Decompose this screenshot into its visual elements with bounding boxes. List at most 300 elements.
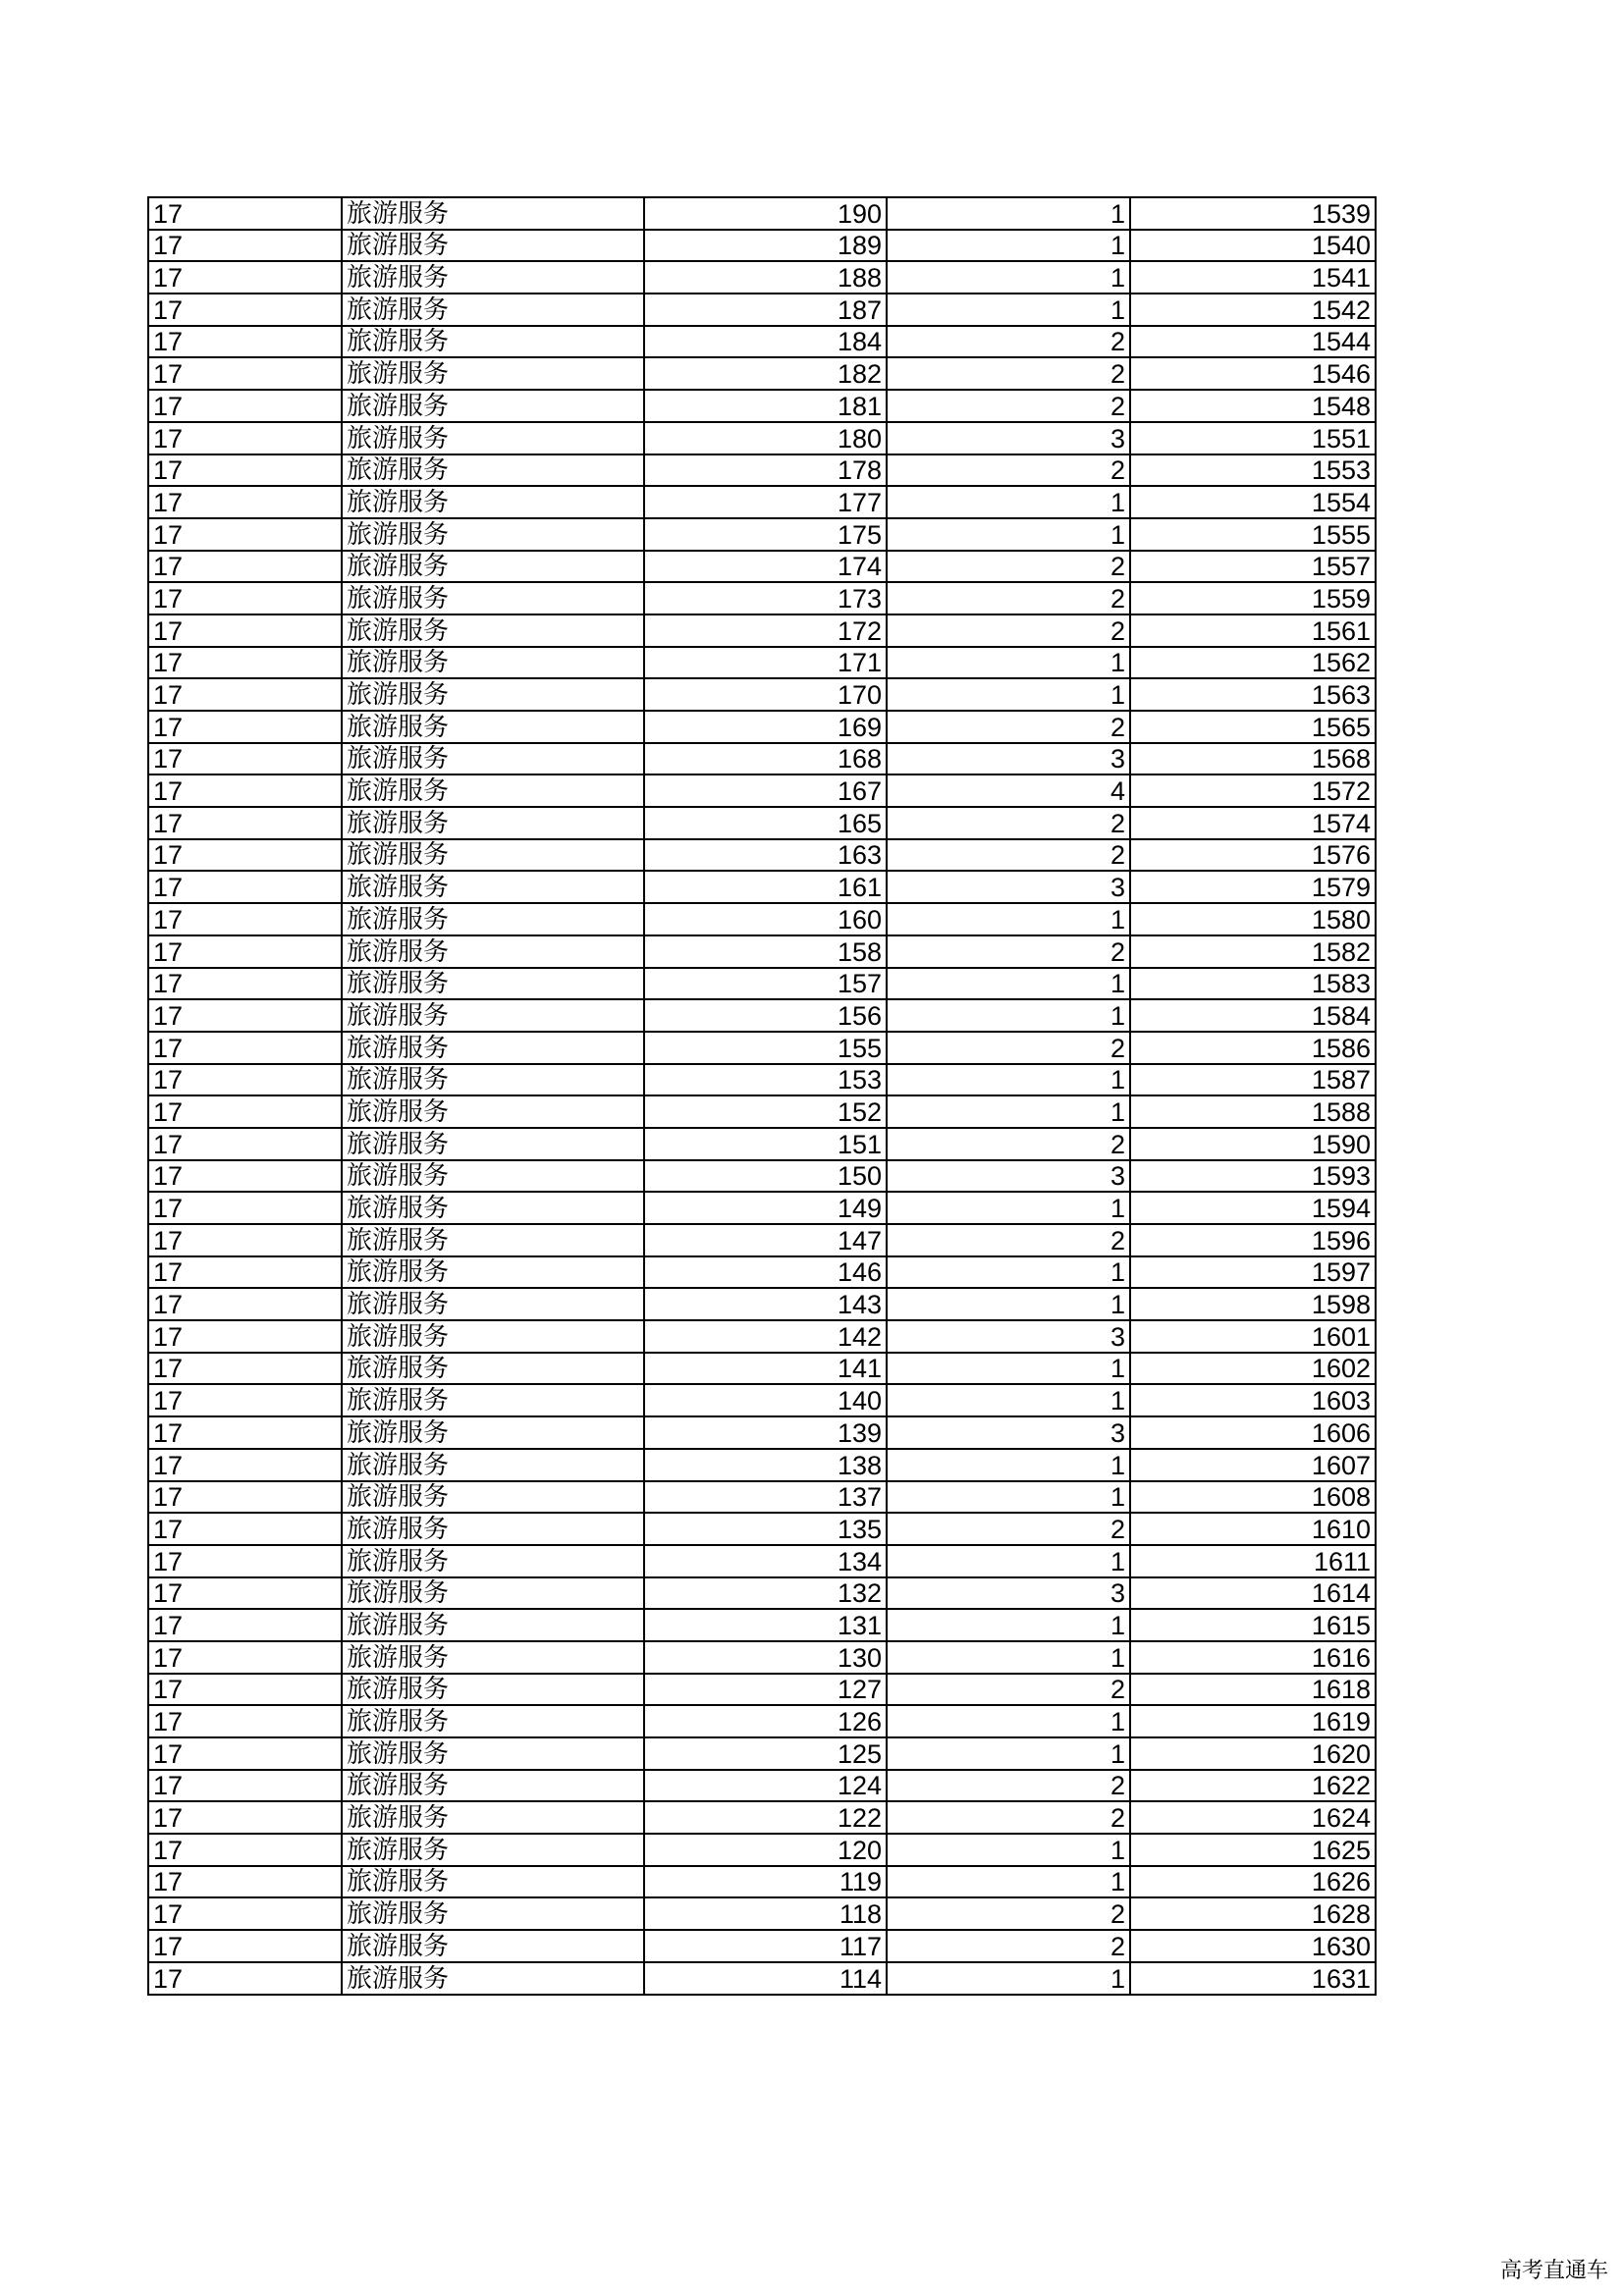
cumulative-cell: 1588 xyxy=(1130,1095,1376,1128)
cumulative-cell: 1626 xyxy=(1130,1866,1376,1898)
score-cell: 178 xyxy=(644,454,887,487)
count-cell: 1 xyxy=(887,1064,1130,1096)
count-cell: 1 xyxy=(887,1353,1130,1385)
category-name-cell: 旅游服务 xyxy=(342,1674,644,1706)
cumulative-cell: 1620 xyxy=(1130,1737,1376,1770)
category-code-cell: 17 xyxy=(148,1609,342,1641)
table-row xyxy=(148,1288,1376,1320)
count-cell: 2 xyxy=(887,1897,1130,1930)
category-name-cell: 旅游服务 xyxy=(342,1160,644,1193)
count-cell: 2 xyxy=(887,390,1130,422)
score-cell: 143 xyxy=(644,1288,887,1320)
score-cell: 172 xyxy=(644,614,887,647)
score-cell: 182 xyxy=(644,357,887,390)
cumulative-cell: 1586 xyxy=(1130,1032,1376,1064)
category-code-cell: 17 xyxy=(148,1192,342,1224)
score-cell: 190 xyxy=(644,197,887,230)
count-cell: 1 xyxy=(887,518,1130,551)
category-name-cell: 旅游服务 xyxy=(342,774,644,807)
score-cell: 169 xyxy=(644,711,887,743)
score-cell: 142 xyxy=(644,1320,887,1353)
category-code-cell: 17 xyxy=(148,261,342,294)
score-cell: 134 xyxy=(644,1545,887,1577)
table-row xyxy=(148,1577,1376,1610)
cumulative-cell: 1622 xyxy=(1130,1770,1376,1802)
score-cell: 158 xyxy=(644,935,887,968)
table-row xyxy=(148,1416,1376,1449)
count-cell: 4 xyxy=(887,774,1130,807)
count-cell: 1 xyxy=(887,999,1130,1032)
category-code-cell: 17 xyxy=(148,518,342,551)
cumulative-cell: 1607 xyxy=(1130,1449,1376,1481)
score-cell: 184 xyxy=(644,326,887,358)
count-cell: 1 xyxy=(887,1641,1130,1674)
count-cell: 1 xyxy=(887,1192,1130,1224)
score-cell: 132 xyxy=(644,1577,887,1610)
category-name-cell: 旅游服务 xyxy=(342,1032,644,1064)
category-code-cell: 17 xyxy=(148,1897,342,1930)
count-cell: 1 xyxy=(887,1737,1130,1770)
category-name-cell: 旅游服务 xyxy=(342,357,644,390)
score-cell: 126 xyxy=(644,1705,887,1737)
cumulative-cell: 1542 xyxy=(1130,294,1376,326)
cumulative-cell: 1610 xyxy=(1130,1513,1376,1545)
score-cell: 122 xyxy=(644,1801,887,1834)
score-cell: 165 xyxy=(644,807,887,839)
footer-brand: 高考直通车 xyxy=(1499,2259,1608,2283)
table-row xyxy=(148,1705,1376,1737)
score-cell: 147 xyxy=(644,1224,887,1256)
count-cell: 1 xyxy=(887,1962,1130,1995)
table-row xyxy=(148,743,1376,775)
score-cell: 173 xyxy=(644,582,887,614)
category-code-cell: 17 xyxy=(148,1032,342,1064)
score-cell: 146 xyxy=(644,1256,887,1289)
score-cell: 175 xyxy=(644,518,887,551)
table-row xyxy=(148,711,1376,743)
category-code-cell: 17 xyxy=(148,1641,342,1674)
cumulative-cell: 1582 xyxy=(1130,935,1376,968)
category-name-cell: 旅游服务 xyxy=(342,1224,644,1256)
count-cell: 2 xyxy=(887,551,1130,583)
category-name-cell: 旅游服务 xyxy=(342,935,644,968)
cumulative-cell: 1631 xyxy=(1130,1962,1376,1995)
category-name-cell: 旅游服务 xyxy=(342,678,644,711)
category-code-cell: 17 xyxy=(148,390,342,422)
category-name-cell: 旅游服务 xyxy=(342,197,644,230)
count-cell: 2 xyxy=(887,614,1130,647)
score-cell: 161 xyxy=(644,871,887,903)
count-cell: 2 xyxy=(887,1128,1130,1160)
category-code-cell: 17 xyxy=(148,197,342,230)
score-cell: 155 xyxy=(644,1032,887,1064)
category-name-cell: 旅游服务 xyxy=(342,1320,644,1353)
score-cell: 188 xyxy=(644,261,887,294)
score-cell: 167 xyxy=(644,774,887,807)
table-row xyxy=(148,1513,1376,1545)
table-row xyxy=(148,1128,1376,1160)
score-cell: 153 xyxy=(644,1064,887,1096)
score-cell: 156 xyxy=(644,999,887,1032)
cumulative-cell: 1574 xyxy=(1130,807,1376,839)
cumulative-cell: 1601 xyxy=(1130,1320,1376,1353)
category-name-cell: 旅游服务 xyxy=(342,326,644,358)
cumulative-cell: 1561 xyxy=(1130,614,1376,647)
category-name-cell: 旅游服务 xyxy=(342,294,644,326)
category-code-cell: 17 xyxy=(148,614,342,647)
category-name-cell: 旅游服务 xyxy=(342,807,644,839)
score-cell: 119 xyxy=(644,1866,887,1898)
category-name-cell: 旅游服务 xyxy=(342,1449,644,1481)
count-cell: 3 xyxy=(887,871,1130,903)
cumulative-cell: 1541 xyxy=(1130,261,1376,294)
score-cell: 189 xyxy=(644,230,887,262)
table-row xyxy=(148,1737,1376,1770)
category-name-cell: 旅游服务 xyxy=(342,1095,644,1128)
table-row xyxy=(148,1256,1376,1289)
count-cell: 1 xyxy=(887,1834,1130,1866)
cumulative-cell: 1551 xyxy=(1130,422,1376,454)
count-cell: 2 xyxy=(887,1801,1130,1834)
count-cell: 1 xyxy=(887,1384,1130,1416)
category-name-cell: 旅游服务 xyxy=(342,518,644,551)
table-row xyxy=(148,1192,1376,1224)
table-row xyxy=(148,903,1376,935)
score-cell: 181 xyxy=(644,390,887,422)
category-name-cell: 旅游服务 xyxy=(342,1288,644,1320)
score-cell: 170 xyxy=(644,678,887,711)
score-cell: 168 xyxy=(644,743,887,775)
category-code-cell: 17 xyxy=(148,774,342,807)
cumulative-cell: 1624 xyxy=(1130,1801,1376,1834)
table-row xyxy=(148,935,1376,968)
count-cell: 1 xyxy=(887,486,1130,518)
count-cell: 2 xyxy=(887,1032,1130,1064)
category-name-cell: 旅游服务 xyxy=(342,390,644,422)
cumulative-cell: 1580 xyxy=(1130,903,1376,935)
cumulative-cell: 1546 xyxy=(1130,357,1376,390)
table-row xyxy=(148,357,1376,390)
cumulative-cell: 1614 xyxy=(1130,1577,1376,1610)
cumulative-cell: 1611 xyxy=(1130,1545,1376,1577)
table-row xyxy=(148,1224,1376,1256)
category-code-cell: 17 xyxy=(148,1224,342,1256)
table-row xyxy=(148,774,1376,807)
category-name-cell: 旅游服务 xyxy=(342,711,644,743)
table-row xyxy=(148,614,1376,647)
table-row xyxy=(148,1353,1376,1385)
category-code-cell: 17 xyxy=(148,1160,342,1193)
table-row xyxy=(148,871,1376,903)
category-code-cell: 17 xyxy=(148,1353,342,1385)
category-code-cell: 17 xyxy=(148,903,342,935)
category-name-cell: 旅游服务 xyxy=(342,1609,644,1641)
cumulative-cell: 1593 xyxy=(1130,1160,1376,1193)
category-code-cell: 17 xyxy=(148,551,342,583)
score-cell: 152 xyxy=(644,1095,887,1128)
category-name-cell: 旅游服务 xyxy=(342,230,644,262)
cumulative-cell: 1576 xyxy=(1130,839,1376,872)
category-name-cell: 旅游服务 xyxy=(342,1801,644,1834)
category-name-cell: 旅游服务 xyxy=(342,1641,644,1674)
category-code-cell: 17 xyxy=(148,743,342,775)
table-row xyxy=(148,999,1376,1032)
count-cell: 3 xyxy=(887,743,1130,775)
category-code-cell: 17 xyxy=(148,1449,342,1481)
table-row xyxy=(148,839,1376,872)
category-code-cell: 17 xyxy=(148,486,342,518)
cumulative-cell: 1544 xyxy=(1130,326,1376,358)
table-row xyxy=(148,1481,1376,1514)
category-name-cell: 旅游服务 xyxy=(342,582,644,614)
category-name-cell: 旅游服务 xyxy=(342,1481,644,1514)
category-code-cell: 17 xyxy=(148,1416,342,1449)
category-name-cell: 旅游服务 xyxy=(342,1513,644,1545)
category-name-cell: 旅游服务 xyxy=(342,1384,644,1416)
cumulative-cell: 1553 xyxy=(1130,454,1376,487)
score-cell: 131 xyxy=(644,1609,887,1641)
category-name-cell: 旅游服务 xyxy=(342,903,644,935)
category-name-cell: 旅游服务 xyxy=(342,1577,644,1610)
count-cell: 1 xyxy=(887,647,1130,679)
category-name-cell: 旅游服务 xyxy=(342,1834,644,1866)
count-cell: 2 xyxy=(887,454,1130,487)
category-code-cell: 17 xyxy=(148,1481,342,1514)
table-row xyxy=(148,1770,1376,1802)
category-name-cell: 旅游服务 xyxy=(342,422,644,454)
category-code-cell: 17 xyxy=(148,1545,342,1577)
category-code-cell: 17 xyxy=(148,1513,342,1545)
cumulative-cell: 1562 xyxy=(1130,647,1376,679)
count-cell: 2 xyxy=(887,807,1130,839)
count-cell: 1 xyxy=(887,678,1130,711)
score-cell: 139 xyxy=(644,1416,887,1449)
table-row xyxy=(148,422,1376,454)
table-row xyxy=(148,678,1376,711)
cumulative-cell: 1584 xyxy=(1130,999,1376,1032)
category-code-cell: 17 xyxy=(148,1930,342,1962)
score-cell: 127 xyxy=(644,1674,887,1706)
count-cell: 1 xyxy=(887,1705,1130,1737)
cumulative-cell: 1572 xyxy=(1130,774,1376,807)
count-cell: 1 xyxy=(887,197,1130,230)
table-row xyxy=(148,582,1376,614)
cumulative-cell: 1557 xyxy=(1130,551,1376,583)
category-code-cell: 17 xyxy=(148,1128,342,1160)
table-row xyxy=(148,1160,1376,1193)
cumulative-cell: 1606 xyxy=(1130,1416,1376,1449)
count-cell: 1 xyxy=(887,261,1130,294)
category-code-cell: 17 xyxy=(148,1095,342,1128)
score-cell: 171 xyxy=(644,647,887,679)
table-row xyxy=(148,1064,1376,1096)
count-cell: 2 xyxy=(887,839,1130,872)
score-cell: 120 xyxy=(644,1834,887,1866)
cumulative-cell: 1587 xyxy=(1130,1064,1376,1096)
cumulative-cell: 1628 xyxy=(1130,1897,1376,1930)
count-cell: 2 xyxy=(887,1930,1130,1962)
category-code-cell: 17 xyxy=(148,230,342,262)
table-row xyxy=(148,1032,1376,1064)
category-name-cell: 旅游服务 xyxy=(342,486,644,518)
table-row xyxy=(148,486,1376,518)
score-cell: 157 xyxy=(644,968,887,1000)
category-name-cell: 旅游服务 xyxy=(342,454,644,487)
score-cell: 174 xyxy=(644,551,887,583)
category-code-cell: 17 xyxy=(148,1705,342,1737)
score-cell: 140 xyxy=(644,1384,887,1416)
table-row xyxy=(148,197,1376,230)
count-cell: 2 xyxy=(887,1770,1130,1802)
table-row xyxy=(148,1930,1376,1962)
count-cell: 1 xyxy=(887,1545,1130,1577)
score-table xyxy=(147,196,1377,1996)
cumulative-cell: 1618 xyxy=(1130,1674,1376,1706)
table-row xyxy=(148,1320,1376,1353)
category-name-cell: 旅游服务 xyxy=(342,871,644,903)
count-cell: 1 xyxy=(887,1866,1130,1898)
category-name-cell: 旅游服务 xyxy=(342,1705,644,1737)
table-row xyxy=(148,518,1376,551)
cumulative-cell: 1597 xyxy=(1130,1256,1376,1289)
count-cell: 1 xyxy=(887,1449,1130,1481)
category-name-cell: 旅游服务 xyxy=(342,968,644,1000)
cumulative-cell: 1555 xyxy=(1130,518,1376,551)
cumulative-cell: 1548 xyxy=(1130,390,1376,422)
table-row xyxy=(148,1545,1376,1577)
category-code-cell: 17 xyxy=(148,326,342,358)
table-row xyxy=(148,1609,1376,1641)
cumulative-cell: 1619 xyxy=(1130,1705,1376,1737)
score-cell: 135 xyxy=(644,1513,887,1545)
table-row xyxy=(148,1834,1376,1866)
category-name-cell: 旅游服务 xyxy=(342,999,644,1032)
category-code-cell: 17 xyxy=(148,1288,342,1320)
count-cell: 1 xyxy=(887,230,1130,262)
category-code-cell: 17 xyxy=(148,454,342,487)
category-code-cell: 17 xyxy=(148,1384,342,1416)
category-name-cell: 旅游服务 xyxy=(342,1962,644,1995)
table-row xyxy=(148,647,1376,679)
category-code-cell: 17 xyxy=(148,1674,342,1706)
score-cell: 180 xyxy=(644,422,887,454)
count-cell: 2 xyxy=(887,935,1130,968)
score-cell: 177 xyxy=(644,486,887,518)
category-name-cell: 旅游服务 xyxy=(342,839,644,872)
score-cell: 125 xyxy=(644,1737,887,1770)
count-cell: 3 xyxy=(887,422,1130,454)
table-row xyxy=(148,261,1376,294)
cumulative-cell: 1602 xyxy=(1130,1353,1376,1385)
category-code-cell: 17 xyxy=(148,1770,342,1802)
score-cell: 118 xyxy=(644,1897,887,1930)
category-name-cell: 旅游服务 xyxy=(342,1128,644,1160)
count-cell: 3 xyxy=(887,1320,1130,1353)
category-name-cell: 旅游服务 xyxy=(342,1353,644,1385)
category-name-cell: 旅游服务 xyxy=(342,1770,644,1802)
cumulative-cell: 1596 xyxy=(1130,1224,1376,1256)
count-cell: 2 xyxy=(887,582,1130,614)
category-code-cell: 17 xyxy=(148,807,342,839)
cumulative-cell: 1590 xyxy=(1130,1128,1376,1160)
table-row xyxy=(148,551,1376,583)
category-code-cell: 17 xyxy=(148,1801,342,1834)
score-cell: 160 xyxy=(644,903,887,935)
category-code-cell: 17 xyxy=(148,678,342,711)
score-cell: 141 xyxy=(644,1353,887,1385)
cumulative-cell: 1563 xyxy=(1130,678,1376,711)
category-code-cell: 17 xyxy=(148,968,342,1000)
category-code-cell: 17 xyxy=(148,1962,342,1995)
table-row xyxy=(148,1897,1376,1930)
category-name-cell: 旅游服务 xyxy=(342,1897,644,1930)
category-code-cell: 17 xyxy=(148,582,342,614)
category-code-cell: 17 xyxy=(148,357,342,390)
category-name-cell: 旅游服务 xyxy=(342,1416,644,1449)
category-name-cell: 旅游服务 xyxy=(342,614,644,647)
count-cell: 1 xyxy=(887,1609,1130,1641)
category-name-cell: 旅游服务 xyxy=(342,1545,644,1577)
count-cell: 1 xyxy=(887,968,1130,1000)
table-row xyxy=(148,326,1376,358)
table-row xyxy=(148,807,1376,839)
category-code-cell: 17 xyxy=(148,871,342,903)
score-cell: 150 xyxy=(644,1160,887,1193)
category-name-cell: 旅游服务 xyxy=(342,1256,644,1289)
count-cell: 3 xyxy=(887,1160,1130,1193)
category-code-cell: 17 xyxy=(148,1834,342,1866)
count-cell: 3 xyxy=(887,1577,1130,1610)
category-code-cell: 17 xyxy=(148,935,342,968)
cumulative-cell: 1554 xyxy=(1130,486,1376,518)
cumulative-cell: 1540 xyxy=(1130,230,1376,262)
score-cell: 114 xyxy=(644,1962,887,1995)
cumulative-cell: 1603 xyxy=(1130,1384,1376,1416)
count-cell: 1 xyxy=(887,1256,1130,1289)
table-row xyxy=(148,1801,1376,1834)
category-name-cell: 旅游服务 xyxy=(342,1192,644,1224)
cumulative-cell: 1598 xyxy=(1130,1288,1376,1320)
category-code-cell: 17 xyxy=(148,1064,342,1096)
cumulative-cell: 1565 xyxy=(1130,711,1376,743)
category-code-cell: 17 xyxy=(148,1256,342,1289)
category-code-cell: 17 xyxy=(148,1737,342,1770)
score-cell: 187 xyxy=(644,294,887,326)
category-code-cell: 17 xyxy=(148,711,342,743)
score-cell: 117 xyxy=(644,1930,887,1962)
score-cell: 130 xyxy=(644,1641,887,1674)
category-code-cell: 17 xyxy=(148,1577,342,1610)
count-cell: 3 xyxy=(887,1416,1130,1449)
cumulative-cell: 1615 xyxy=(1130,1609,1376,1641)
cumulative-cell: 1608 xyxy=(1130,1481,1376,1514)
score-cell: 138 xyxy=(644,1449,887,1481)
category-name-cell: 旅游服务 xyxy=(342,1866,644,1898)
table-row xyxy=(148,1449,1376,1481)
count-cell: 2 xyxy=(887,1513,1130,1545)
count-cell: 2 xyxy=(887,326,1130,358)
cumulative-cell: 1539 xyxy=(1130,197,1376,230)
count-cell: 2 xyxy=(887,357,1130,390)
count-cell: 2 xyxy=(887,711,1130,743)
cumulative-cell: 1594 xyxy=(1130,1192,1376,1224)
table-row xyxy=(148,1962,1376,1995)
table-row xyxy=(148,1866,1376,1898)
table-row xyxy=(148,454,1376,487)
category-name-cell: 旅游服务 xyxy=(342,743,644,775)
category-code-cell: 17 xyxy=(148,647,342,679)
category-code-cell: 17 xyxy=(148,422,342,454)
